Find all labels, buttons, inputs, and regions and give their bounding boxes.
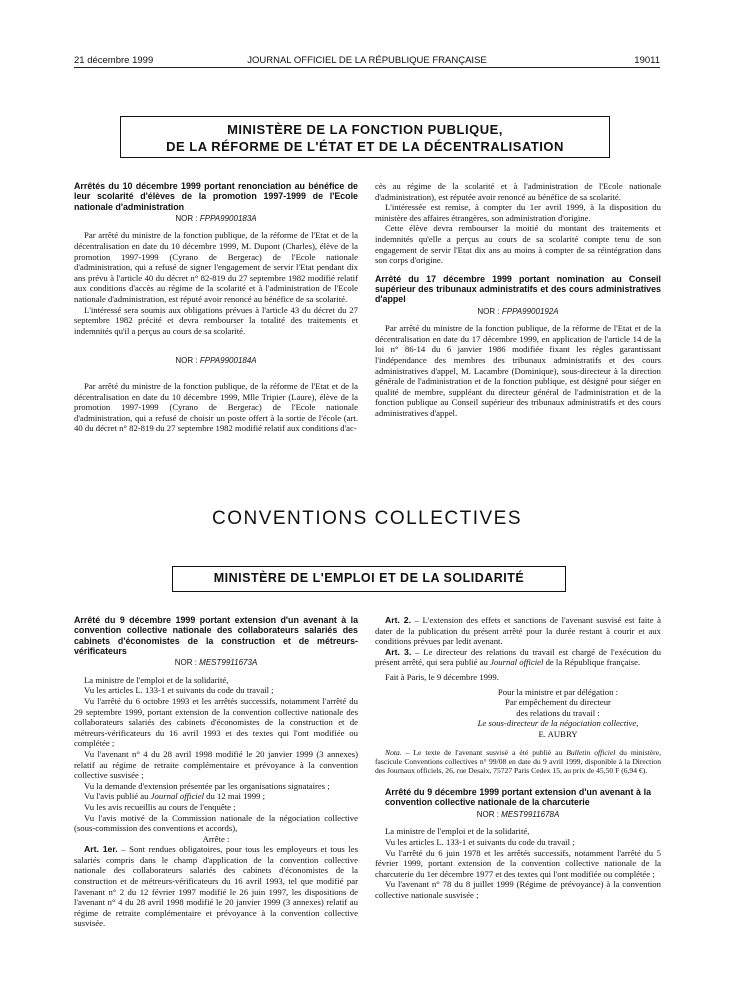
nor-reference: NOR : MEST9911678A (476, 809, 560, 819)
header-date: 21 décembre 1999 (74, 55, 154, 66)
paragraph: Vu les avis recueillis au cours de l'enquête ; (84, 801, 236, 812)
nor-reference: NOR : MESТ9911673A (174, 658, 258, 668)
section-heading: CONVENTIONS COLLECTIVES (211, 508, 523, 529)
column-left-top (74, 181, 358, 434)
article-title: Arrêté du 9 décembre 1999 portant extension d'un avenant à la convention collective nationale des collaborateurs salariés des cabinets d'économistes de la construction et de métreurs-vérificateurs (74, 615, 358, 656)
ministry-line-1: MINISTÈRE DE LA FONCTION PUBLIQUE, (227, 122, 503, 137)
paragraph: La ministre de l'emploi et de la solidarité, (385, 826, 530, 837)
paragraph: L'intéressé sera soumis aux obligations prévues à l'article 43 du décret du 27 septembre 1982 précité et devra rembourser la totalité des traitements et indemnités qu'il a perçus au cours de sa scolarité. (74, 304, 358, 336)
nor-reference: NOR : FPPA9900192A (477, 306, 559, 316)
header-page-number: 19011 (634, 55, 660, 66)
paragraph: La ministre de l'emploi et de la solidarité, (84, 674, 229, 685)
ministry-box-fonction-publique (120, 116, 610, 158)
paragraph: Vu l'avis publié au Journal officiel du 12 mai 1999 ; (84, 791, 266, 802)
paragraph: Vu les articles L. 133-1 et suivants du code du travail ; (385, 836, 575, 847)
paragraph: Cette élève devra rembourser la moitié du montant des traitements et indemnités qu'elle a perçus au cours de sa scolarité compte tenu de son engagement de servir l'Etat dix ans au moins à compter de sa réintégration dans son corps d'origine. (375, 223, 661, 266)
signature-date: Fait à Paris, le 9 décembre 1999. (385, 671, 499, 682)
signature-block: Pour la ministre et par délégation : Par empêchement du directeur des relations du travail : Le sous-directeur de la négociation collective, E. AUBRY (477, 686, 639, 739)
paragraph: Vu l'arrêté du 6 juin 1978 et les arrêtés successifs, notamment l'arrêté du 5 février 1999, portant extension de la convention collective nationale de la charcuterie du 1er décembre 1977 et des textes qui l'ont modifiée ou complétée ; (375, 847, 661, 879)
paragraph: Vu l'avenant n° 78 du 8 juillet 1999 (Régime de prévoyance) à la convention collective nationale susvisée ; (375, 879, 661, 900)
paragraph: Vu l'arrêté du 6 octobre 1993 et les arrêtés successifs, notamment l'arrêté du 29 septembre 1999, portant extension de la convention collective nationale des collaborateurs salariés des cabinets d'économistes de la construction et de métreurs-vérificateurs du 16 avril 1993 et des textes qui l'ont modifiée ou complétée ; (74, 695, 358, 749)
article-1: Art. 1er. – Sont rendues obligatoires, pour tous les employeurs et tous les salariés compris dans le champ d'application de la convention collective nationale des collaborateurs salariés des cabinets d'économistes de la construction et de métreurs-vérificateurs du 16 avril 1993, tel que modifié par l'avenant n° 2 du 12 février 1997 modifié le 26 juin 1997, les dispositions de l'avenant n° 4 du 28 avril 1998 modifié le 20 janvier 1999 (3 annexes) relatif au régime de retraite complémentaire et prévoyance à la convention collective susvisée. (74, 844, 358, 929)
paragraph: Par arrêté du ministre de la fonction publique, de la réforme de l'Etat et de la décentralisation en date du 10 décembre 1999, Mlle Tripier (Laure), élève de la promotion 1997-1999 (Cyrano de Bergerac) de l'Ecole nationale d'administration, qui a refusé de choisir un poste offert à la sortie de l'école (art. 40 du décret n° 82-819 du 27 septembre 1982 modifié relatif aux conditions d'ac- (74, 381, 358, 434)
column-right-bottom (375, 615, 661, 900)
ministry-line-2: DE LA RÉFORME DE L'ÉTAT ET DE LA DÉCENTRALISATION (166, 139, 564, 154)
article-title: Arrêté du 9 décembre 1999 portant extension d'un avenant à la convention collective nationale de la charcuterie (385, 787, 651, 808)
paragraph: Vu la demande d'extension présentée par les organisations signataires ; (84, 780, 330, 791)
paragraph: cès au régime de la scolarité et à l'administration de l'Ecole nationale d'administration), est réputée avoir renoncé au bénéfice de sa scolarité. (375, 181, 661, 202)
header-rule (74, 67, 660, 68)
nota-note: Nota. – Le texte de l'avenant susvisé a été publié au Bulletin officiel du ministère, fascicule Conventions collectives n° 99/08 en date du 9 avril 1999, disponible à la Direction des Journaux officiels, 26, rue Desaix, 75727 Paris Cedex 15, au prix de 45,50 F (6,94 €). (375, 747, 661, 775)
nor-reference: NOR : FPPA9900184A (175, 356, 257, 366)
paragraph: Vu les articles L. 133-1 et suivants du code du travail ; (84, 685, 274, 696)
arrete-heading: Arrête : (202, 833, 230, 844)
column-left-bottom (74, 615, 358, 929)
column-right-top (375, 181, 661, 419)
paragraph: Vu l'avis motivé de la Commission nationale de la négociation collective (sous-commission des conventions et accords), (74, 812, 358, 834)
paragraph: L'intéressée est remise, à compter du 1er avril 1999, à la disposition du ministère des affaires étrangères, son administration d'origine. (375, 202, 661, 223)
header-journal-title: JOURNAL OFFICIEL DE LA RÉPUBLIQUE FRANÇAISE (247, 55, 487, 66)
paragraph: Par arrêté du ministre de la fonction publique, de la réforme de l'Etat et de la décentralisation en date du 10 décembre 1999, M. Dupont (Charles), élève de la promotion 1997-1999 (Cyrano de Bergerac) de l'Ecole nationale d'administration, qui a refusé de signer l'engagement de servir l'Etat pendant dix ans prévu à l'article 40 du décret n° 82-819 du 27 septembre 1982 modifié relatif aux conditions d'accès au régime de la scolarité et à l'administration de l'Ecole nationale d'administration, est réputé avoir renoncé au bénéfice de sa scolarité. (74, 230, 358, 305)
ministry-box-emploi (172, 566, 566, 592)
nor-reference: NOR : FPPA9900183A (175, 213, 257, 223)
article-2: Art. 2. – L'extension des effets et sanctions de l'avenant susvisé est faite à dater de la publication du présent arrêté pour la durée restant à courir et aux conditions prévues par ledit avenant. (375, 615, 661, 647)
ministry-line-1: MINISTÈRE DE L'EMPLOI ET DE LA SOLIDARITÉ (213, 571, 525, 585)
article-title: Arrêté du 17 décembre 1999 portant nomination au Conseil supérieur des tribunaux administratifs et des cours administratives d'appel (375, 273, 661, 305)
article-3: Art. 3. – Le directeur des relations du travail est chargé de l'exécution du présent arrêté, qui sera publié au Journal officiel de la République française. (375, 646, 662, 668)
paragraph: Par arrêté du ministre de la fonction publique, de la réforme de l'Etat et de la décentralisation en date du 17 décembre 1999, en application de l'article 14 de la loi n° 86-14 du 6 janvier 1986 modifiée fixant les règles garantissant l'indépendance des membres des tribunaux administratifs et des cours administratives d'appel, M. Lacambre (Dominique), sous-directeur à la direction générale de l'administration et de la fonction publique, est désigné pour siéger en qualité de membre, suppléant du directeur général de l'administration et de la fonction publique au Conseil supérieur des tribunaux administratifs et des cours administratives d'appel. (375, 323, 661, 418)
article-title: Arrêtés du 10 décembre 1999 portant renonciation au bénéfice de leur scolarité d'élèves de la promotion 1997-1999 de l'Ecole nationale d'administration (74, 181, 358, 212)
paragraph: Vu l'avenant n° 4 du 28 avril 1998 modifié le 20 janvier 1999 (3 annexes) relatif au régime de retraite complémentaire et prévoyance à la convention collective susvisée ; (74, 748, 358, 781)
